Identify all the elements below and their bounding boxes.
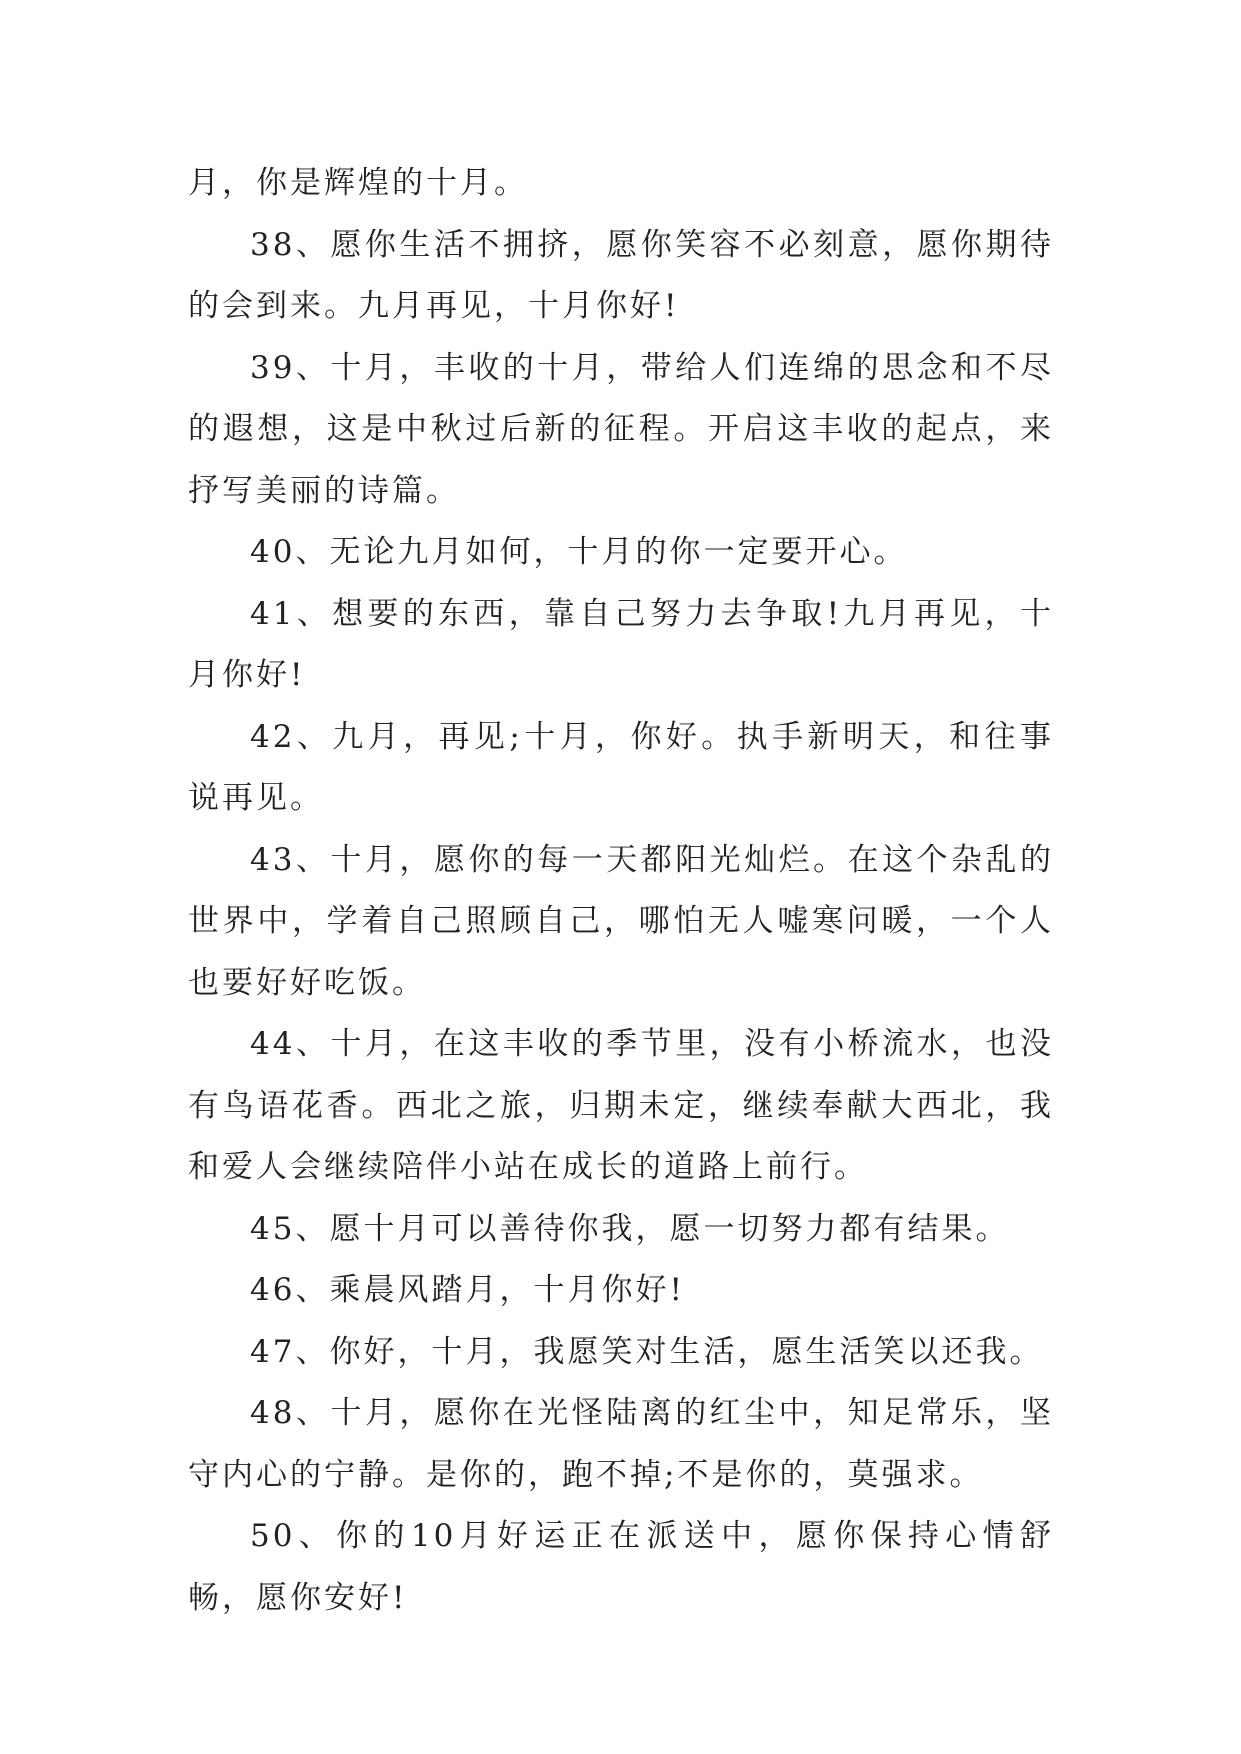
paragraph-50: 50、你的10月好运正在派送中，愿你保持心情舒畅，愿你安好! — [188, 1518, 1054, 1616]
paragraph-42: 42、九月，再见;十月，你好。执手新明天，和往事说再见。 — [188, 718, 1054, 816]
paragraph-43: 43、十月，愿你的每一天都阳光灿烂。在这个杂乱的世界中，学着自己照顾自己，哪怕无人嘘寒问暖，一个人也要好好吃饭。 — [188, 841, 1054, 1001]
paragraph-48: 48、十月，愿你在光怪陆离的红尘中，知足常乐，坚守内心的宁静。是你的，跑不掉;不是你的，莫强求。 — [188, 1395, 1054, 1493]
paragraph-44: 44、十月，在这丰收的季节里，没有小桥流水，也没有鸟语花香。西北之旅，归期未定，继续奉献大西北，我和爱人会继续陪伴小站在成长的道路上前行。 — [188, 1026, 1054, 1185]
paragraph-45: 45、愿十月可以善待你我，愿一切努力都有结果。 — [250, 1210, 1010, 1247]
paragraph-38: 38、愿你生活不拥挤，愿你笑容不必刻意，愿你期待的会到来。九月再见，十月你好! — [188, 226, 1054, 324]
paragraph-39: 39、十月，丰收的十月，带给人们连绵的思念和不尽的遐想，这是中秋过后新的征程。开启这丰收的起点，来抒写美丽的诗篇。 — [188, 349, 1054, 509]
paragraph-47: 47、你好，十月，我愿笑对生活，愿生活笑以还我。 — [250, 1333, 1044, 1370]
document-body — [188, 153, 1054, 1629]
paragraph-40: 40、无论九月如何，十月的你一定要开心。 — [250, 534, 908, 570]
paragraph-46: 46、乘晨风踏月，十月你好! — [250, 1272, 685, 1308]
paragraph-41: 41、想要的东西，靠自己努力去争取!九月再见，十月你好! — [188, 595, 1054, 693]
paragraph-continuation: 月，你是辉煌的十月。 — [188, 165, 528, 201]
